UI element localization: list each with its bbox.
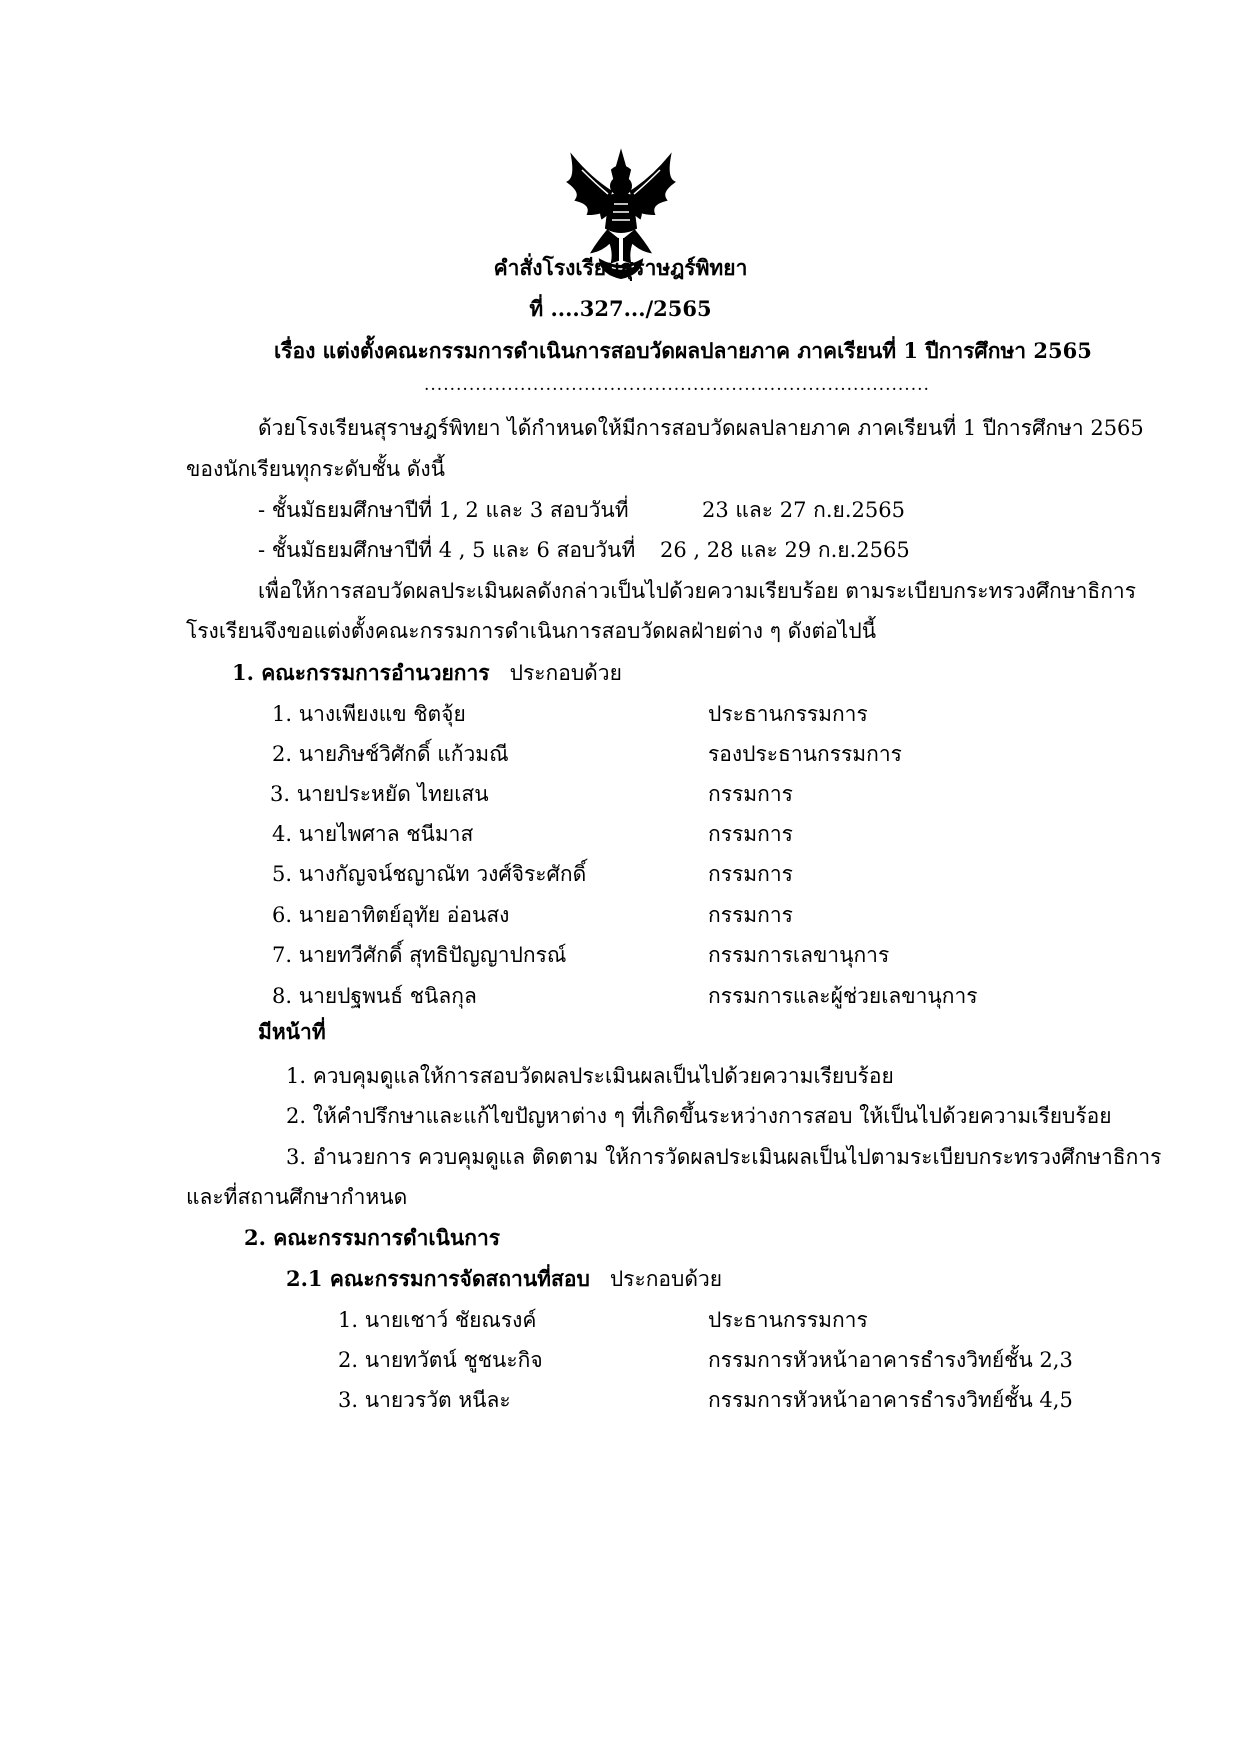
committee-member-role: รองประธานกรรมการ [708,742,902,766]
committee-member-role: กรรมการ [708,822,793,846]
order-number: ที่ ....327.../2565 [529,296,712,321]
purpose-line-2: โรงเรียนจึงขอแต่งตั้งคณะกรรมการดำเนินการสอบวัดผลฝ่ายต่าง ๆ ดังต่อไปนี้ [186,619,877,643]
duty-item: 1. ควบคุมดูแลให้การสอบวัดผลประเมินผลเป็นไปด้วยความเรียบร้อย [286,1064,894,1088]
committee-member-name: 7. นายทวีศักดิ์ สุทธิปัญญาปกรณ์ [272,943,567,967]
venue-member-role: ประธานกรรมการ [708,1308,868,1332]
duty-item: 2. ให้คำปรึกษาและแก้ไขปัญหาต่าง ๆ ที่เกิดขึ้นระหว่างการสอบ ให้เป็นไปด้วยความเรียบร้อย [286,1104,1112,1128]
venue-member-name: 3. นายวรวัต หนีละ [338,1388,511,1412]
exam-schedule-upper-dates: 26 , 28 และ 29 ก.ย.2565 [660,538,910,562]
committee-member-name: 2. นายภิษช์วิศักดิ์ แก้วมณี [272,742,509,766]
venue-member-name: 1. นายเชาว์ ชัยณรงค์ [338,1308,537,1332]
committee-member-name: 3. นายประหยัด ไทยเสน [270,782,489,806]
committee-member-name: 4. นายไพศาล ชนีมาส [272,822,474,846]
committee-member-role: กรรมการ [708,903,793,927]
section-1-title: 1. คณะกรรมการอำนวยการ [232,660,490,685]
section-2-1-consists: ประกอบด้วย [609,1267,723,1291]
duties-heading: มีหน้าที่ [258,1019,326,1044]
section-2-heading: 2. คณะกรรมการดำเนินการ [244,1225,501,1250]
section-2-1-title: 2.1 คณะกรรมการจัดสถานที่สอบ [286,1266,590,1291]
section-2-1-heading [286,1265,722,1293]
section-1-heading [232,659,622,687]
venue-member-name: 2. นายทวัตน์ ชูชนะกิจ [338,1348,543,1372]
committee-member-name: 5. นางกัญจน์ชญาณัท วงศ์จิระศักดิ์ [272,862,587,886]
section-1-consists: ประกอบด้วย [509,661,622,685]
committee-member-role: กรรมการเลขานุการ [708,943,890,967]
committee-member-name: 1. นางเพียงแข ชิตจุ้ย [272,702,466,726]
committee-member-role: ประธานกรรมการ [708,702,868,726]
committee-member-role: กรรมการ [708,782,793,806]
exam-schedule-upper-label: - ชั้นมัธยมศึกษาปีที่ 4 , 5 และ 6 สอบวันที่ [258,538,636,562]
committee-member-role: กรรมการ [708,862,793,886]
order-subject: เรื่อง แต่งตั้งคณะกรรมการดำเนินการสอบวัดผลปลายภาค ภาคเรียนที่ 1 ปีการศึกษา 2565 [274,338,1092,363]
order-title: คำสั่งโรงเรียนสุราษฎร์พิทยา [493,255,748,280]
intro-line-2: ของนักเรียนทุกระดับชั้น ดังนี้ [186,457,446,481]
venue-member-role: กรรมการหัวหน้าอาคารธำรงวิทย์ชั้น 2,3 [708,1348,1073,1372]
dotted-separator: ............................................................................... [424,375,930,395]
duty-item: 3. อำนวยการ ควบคุมดูแล ติดตาม ให้การวัดผลประเมินผลเป็นไปตามระเบียบกระทรวงศึกษาธิการ [286,1145,1162,1169]
exam-schedule-lower-label: - ชั้นมัธยมศึกษาปีที่ 1, 2 และ 3 สอบวันที่ [258,498,629,522]
exam-schedule-lower-dates: 23 และ 27 ก.ย.2565 [702,498,905,522]
intro-line-1: ด้วยโรงเรียนสุราษฎร์พิทยา ได้กำหนดให้มีการสอบวัดผลปลายภาค ภาคเรียนที่ 1 ปีการศึกษา 2565 [258,416,1144,440]
venue-member-role: กรรมการหัวหน้าอาคารธำรงวิทย์ชั้น 4,5 [708,1388,1073,1412]
duty-item-continued: และที่สถานศึกษากำหนด [186,1185,408,1209]
committee-member-role: กรรมการและผู้ช่วยเลขานุการ [708,984,978,1008]
purpose-line-1: เพื่อให้การสอบวัดผลประเมินผลดังกล่าวเป็นไปด้วยความเรียบร้อย ตามระเบียบกระทรวงศึกษาธิการ [258,579,1137,603]
committee-member-name: 8. นายปฐพนธ์ ชนิลกุล [272,984,477,1008]
committee-member-name: 6. นายอาทิตย์อุทัย อ่อนสง [272,903,510,927]
